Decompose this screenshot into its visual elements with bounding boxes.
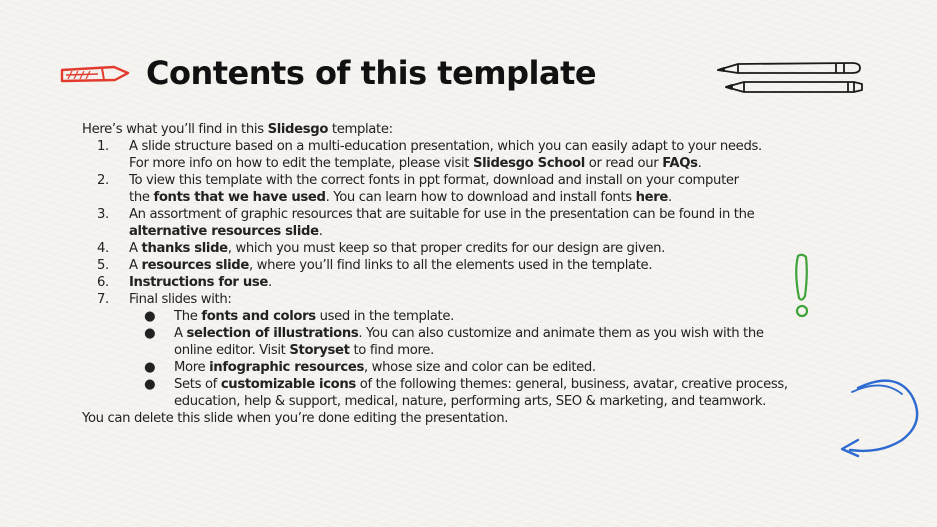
list-item: [82, 274, 882, 291]
bullet-item: [82, 308, 882, 325]
text-run: . You can learn how to download and install fonts: [325, 190, 636, 205]
pencils-icon: [712, 54, 868, 98]
text-line: [129, 223, 882, 240]
item-number: 3.: [97, 207, 109, 222]
intro-text: [82, 121, 882, 138]
text-run: .: [267, 275, 272, 290]
thanks-slide-link[interactable]: thanks slide: [141, 241, 228, 256]
item-number: 2.: [97, 173, 109, 188]
illustrations-link[interactable]: selection of illustrations: [186, 326, 359, 341]
text-run: A: [129, 241, 142, 256]
text-line: [174, 342, 882, 359]
slidesgo-school-link[interactable]: Slidesgo School: [472, 156, 585, 171]
page-title: Contents of this template: [146, 54, 597, 92]
text-run: used in the template.: [315, 309, 454, 324]
list-item: [82, 257, 882, 274]
text-run: Final slides with:: [129, 292, 232, 307]
text-run: , where you’ll find links to all the elements used in the template.: [249, 258, 653, 273]
text-run: online editor. Visit: [174, 343, 290, 358]
text-line: [174, 376, 882, 393]
text-line: [129, 291, 882, 308]
bullet-icon: ●: [144, 309, 156, 324]
item-number: 4.: [97, 241, 109, 256]
text-line: [129, 189, 882, 206]
fonts-and-colors-link[interactable]: fonts and colors: [201, 309, 316, 324]
text-line: [174, 393, 882, 410]
infographic-resources-link[interactable]: infographic resources: [209, 360, 364, 375]
text-line: [129, 172, 882, 189]
text-run: A: [174, 326, 187, 341]
text-line: [174, 359, 882, 376]
text-run: or read our: [584, 156, 663, 171]
outro-text: You can delete this slide when you’re done editing the presentation.: [82, 411, 509, 426]
text-run: For more info on how to edit the template, please visit: [129, 156, 473, 171]
bullet-icon: ●: [144, 326, 156, 341]
bullet-item: [82, 359, 882, 376]
list-item: [82, 172, 882, 206]
text-run: The: [174, 309, 202, 324]
faqs-link[interactable]: FAQs: [662, 156, 698, 171]
bullet-icon: ●: [144, 377, 156, 392]
text-line: [129, 138, 882, 155]
contents-text: [82, 121, 882, 427]
text-run: , whose size and color can be edited.: [363, 360, 596, 375]
text-run: template:: [328, 122, 393, 137]
list-item: [82, 291, 882, 410]
text-run: of the following themes: general, business, avatar, creative process,: [355, 377, 788, 392]
text-run: Here’s what you’ll find in this: [82, 122, 268, 137]
instructions-link[interactable]: Instructions for use: [129, 275, 268, 290]
text-line: [129, 240, 882, 257]
bullet-item: [82, 325, 882, 359]
text-line: [129, 274, 882, 291]
text-line: [129, 257, 882, 274]
final-slides-list: [129, 308, 882, 410]
text-run: To view this template with the correct fonts in ppt format, download and install on your computer: [129, 173, 739, 188]
list-item: [82, 240, 882, 257]
storyset-link[interactable]: Storyset: [289, 343, 350, 358]
eraser-icon: [58, 62, 132, 86]
text-line: [129, 206, 882, 223]
item-number: 6.: [97, 275, 109, 290]
text-run: education, help & support, medical, nature, performing arts, SEO & marketing, and teamwork.: [174, 394, 766, 409]
text-line: [129, 155, 882, 172]
text-run: , which you must keep so that proper credits for our design are given.: [227, 241, 665, 256]
bold-run: Slidesgo: [267, 122, 329, 137]
text-run: An assortment of graphic resources that are suitable for use in the presentation can be found in the: [129, 207, 755, 222]
text-line: [174, 325, 882, 342]
item-number: 7.: [97, 292, 109, 307]
text-run: A: [129, 258, 142, 273]
list-item: [82, 206, 882, 240]
alternative-resources-link[interactable]: alternative resources slide: [129, 224, 319, 239]
text-run: Sets of: [174, 377, 221, 392]
text-run: . You can also customize and animate them as you wish with the: [358, 326, 764, 341]
bullet-icon: ●: [144, 360, 156, 375]
item-number: 5.: [97, 258, 109, 273]
text-run: .: [697, 156, 702, 171]
bullet-item: [82, 376, 882, 410]
text-run: .: [318, 224, 323, 239]
list-item: [82, 138, 882, 172]
text-run: the: [129, 190, 154, 205]
text-run: .: [668, 190, 672, 205]
text-run: More: [174, 360, 210, 375]
fonts-link[interactable]: fonts that we have used: [153, 190, 326, 205]
resources-slide-link[interactable]: resources slide: [141, 258, 249, 273]
item-number: 1.: [97, 139, 109, 154]
contents-list: [82, 138, 882, 410]
here-link[interactable]: here: [635, 190, 669, 205]
text-run: A slide structure based on a multi-education presentation, which you can easily adapt to your needs.: [129, 139, 762, 154]
text-line: [174, 308, 882, 325]
text-run: to find more.: [349, 343, 434, 358]
customizable-icons-link[interactable]: customizable icons: [220, 377, 356, 392]
